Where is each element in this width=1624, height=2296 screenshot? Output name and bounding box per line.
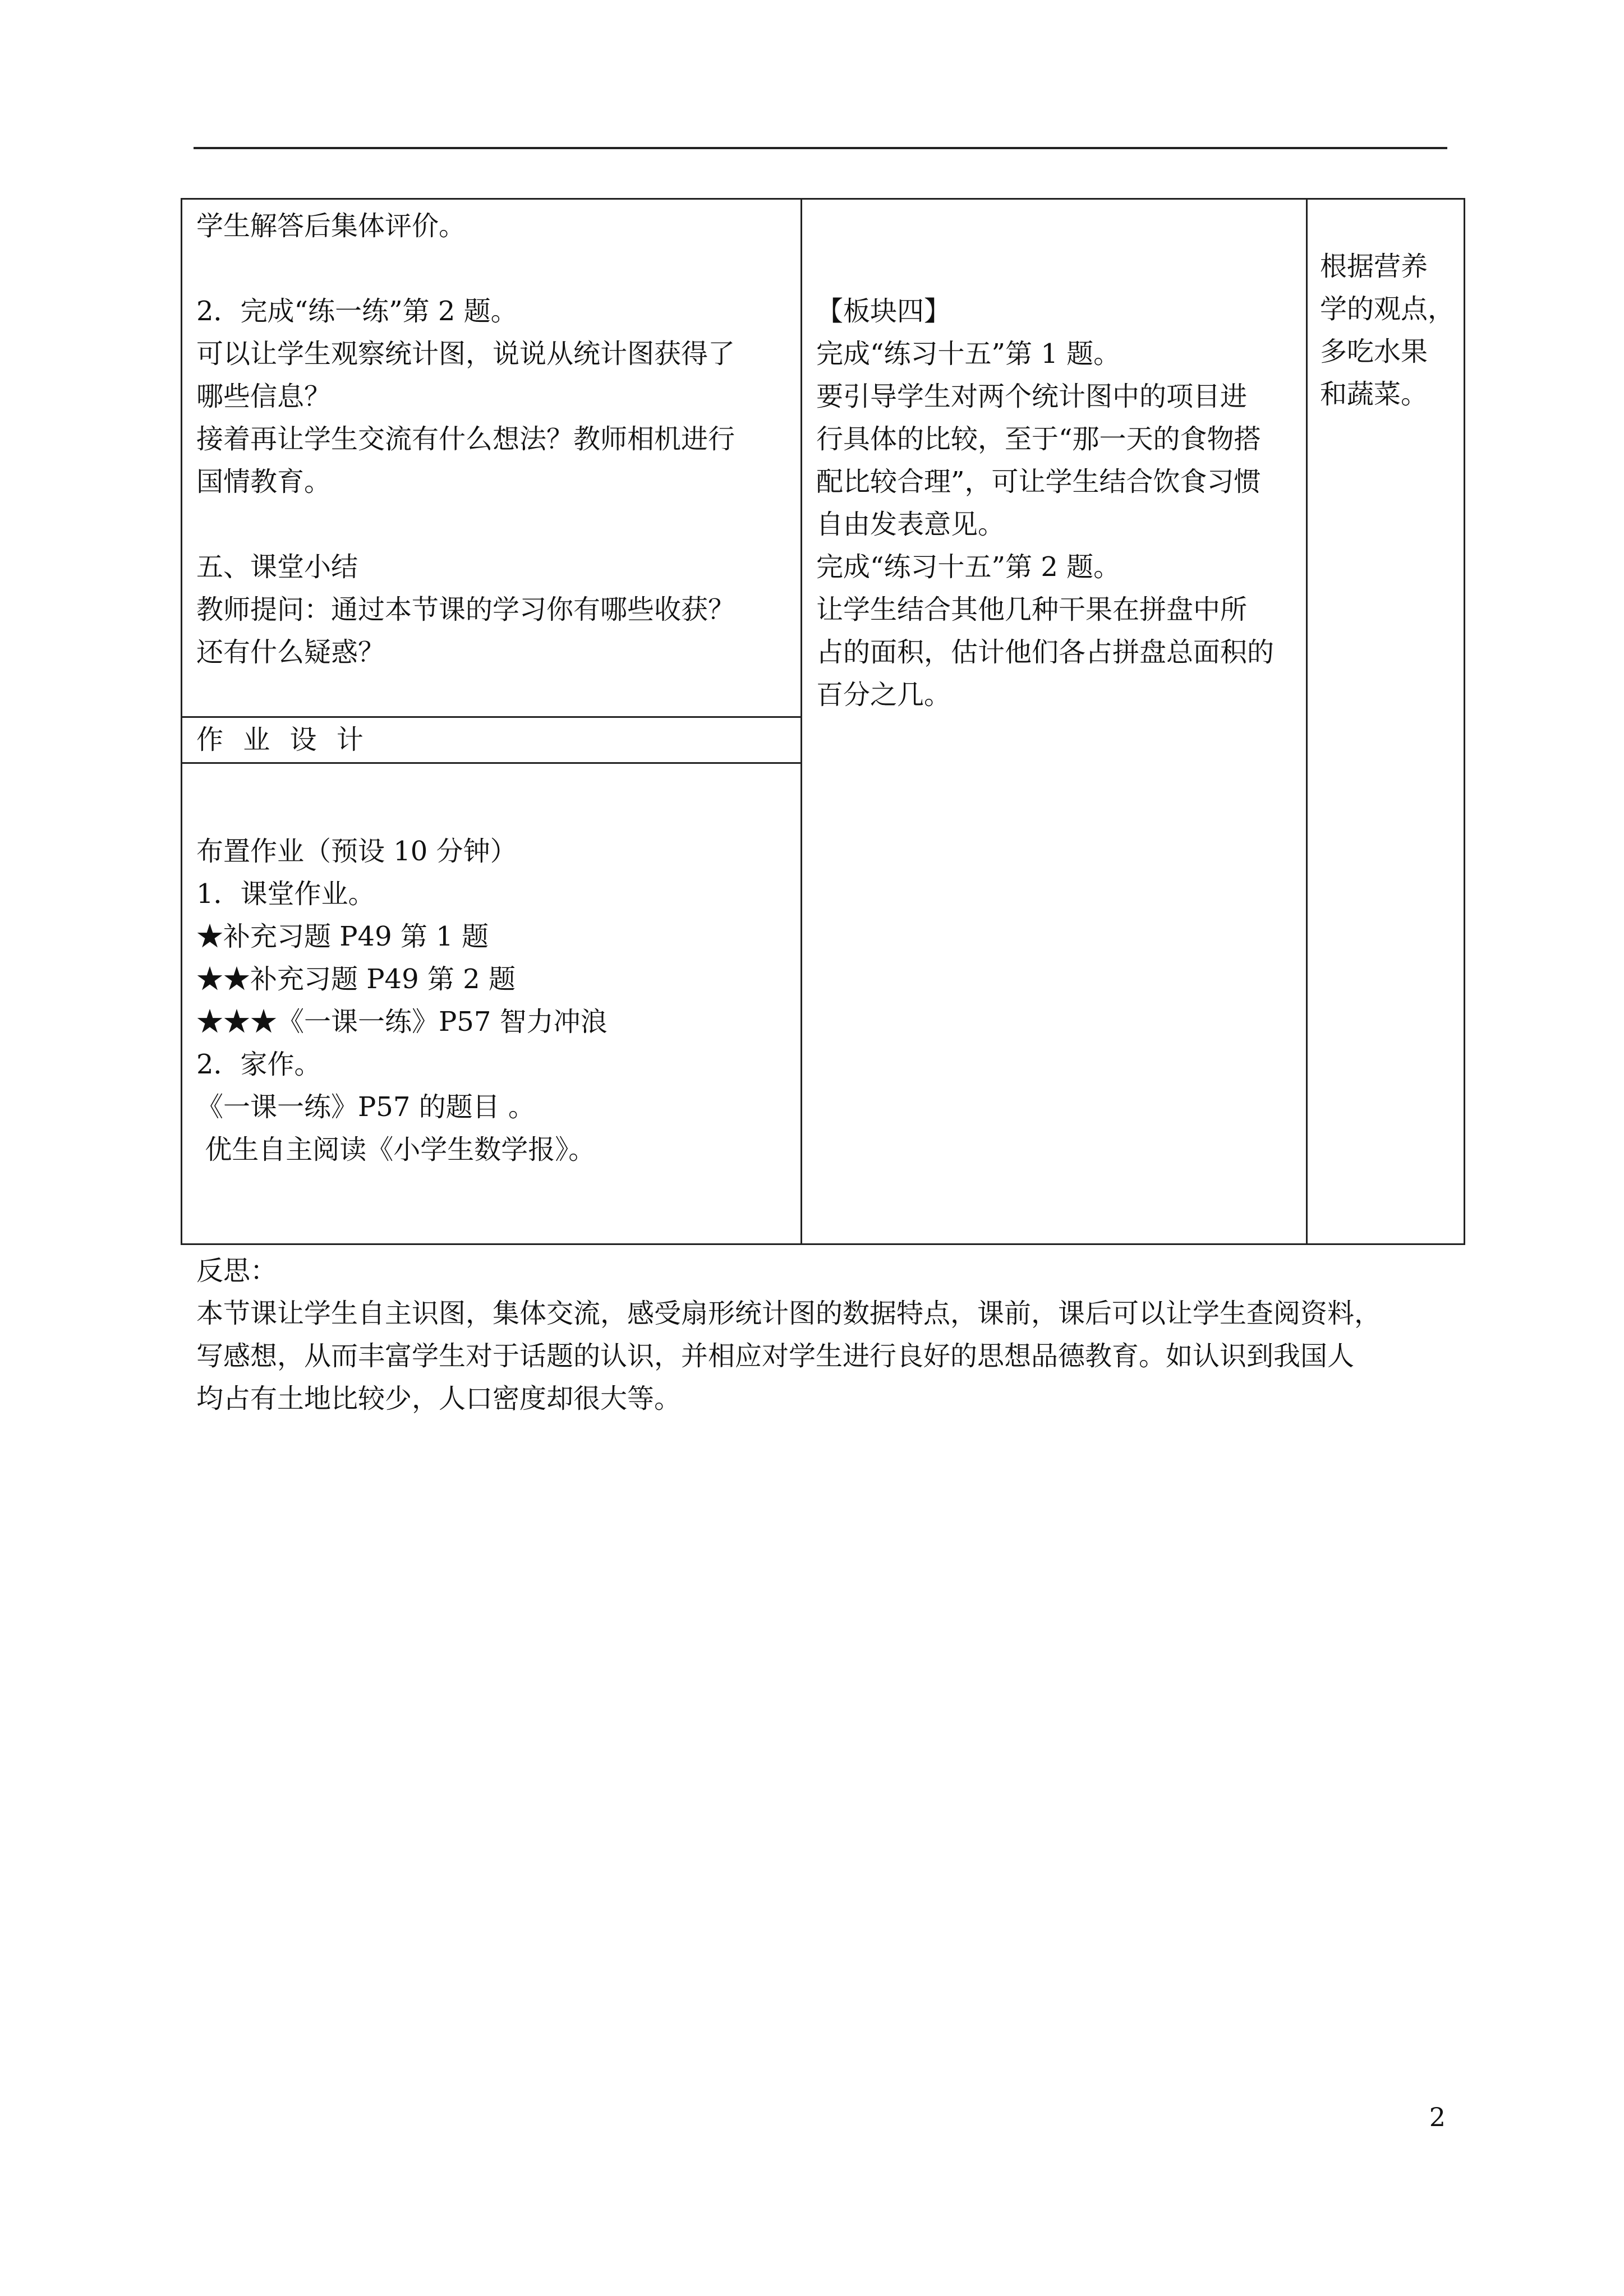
text-line: 完成“练习十五”第 1 题。	[816, 338, 1121, 370]
text-line: 完成“练习十五”第 2 题。	[816, 551, 1121, 583]
text-line: 学的观点，	[1320, 293, 1455, 325]
reflection-section	[196, 1250, 1381, 1420]
text-line: 2．家作。	[196, 1049, 321, 1080]
header-rule	[194, 147, 1447, 149]
text-line: ★补充习题 P49 第 1 题	[196, 921, 489, 952]
section-heading: 五、课堂小结	[196, 551, 358, 583]
text-line: 还有什么疑惑？	[196, 637, 385, 668]
blank-line	[196, 503, 735, 546]
section-heading: 【板块四】	[816, 296, 951, 327]
text-line: ★★★《一课一练》P57 智力冲浪	[196, 1006, 608, 1038]
text-line: 哪些信息？	[196, 381, 332, 412]
reflection-label: 反思：	[196, 1255, 278, 1287]
page-number: 2	[1429, 2102, 1446, 2132]
homework-header: 作 业 设 计	[196, 724, 369, 755]
blank-line	[196, 247, 735, 290]
text-line: 行具体的比较，至于“那一天的食物搭	[816, 423, 1261, 455]
text-line: 多吃水果	[1320, 336, 1428, 367]
text-line: 布置作业（预设 10 分钟）	[196, 836, 517, 867]
lesson-process-text	[196, 205, 735, 674]
text-line: ★★补充习题 P49 第 2 题	[196, 963, 516, 995]
teaching-notes-text	[816, 290, 1274, 716]
text-line: 《一课一练》P57 的题目 。	[196, 1091, 535, 1123]
text-line: 要引导学生对两个统计图中的项目进	[816, 381, 1248, 412]
text-line: 教师提问：通过本节课的学习你有哪些收获？	[196, 594, 735, 625]
text-line: 可以让学生观察统计图，说说从统计图获得了	[196, 338, 735, 370]
reflection-line: 均占有土地比较少，人口密度却很大等。	[196, 1383, 682, 1414]
text-line: 和蔬菜。	[1320, 379, 1428, 410]
text-line: 国情教育。	[196, 466, 332, 497]
text-line: 百分之几。	[816, 679, 951, 711]
reflection-line: 本节课让学生自主识图，集体交流，感受扇形统计图的数据特点，课前，课后可以让学生查阅资料，	[196, 1298, 1382, 1329]
text-line: 配比较合理”，可让学生结合饮食习惯	[816, 466, 1261, 497]
text-line: 自由发表意见。	[816, 509, 1005, 540]
text-line: 让学生结合其他几种干果在拼盘中所	[816, 594, 1248, 625]
text-line: 2．完成“练一练”第 2 题。	[196, 296, 518, 327]
reflection-line: 写感想，从而丰富学生对于话题的认识，并相应对学生进行良好的思想品德教育。如认识到我国人	[196, 1340, 1355, 1372]
text-line: 1．课堂作业。	[196, 878, 375, 910]
text-line: 优生自主阅读《小学生数学报》。	[196, 1134, 596, 1165]
remarks-text	[1320, 245, 1455, 416]
text-line: 接着再让学生交流有什么想法？教师相机进行	[196, 423, 735, 455]
text-line: 根据营养	[1320, 251, 1428, 282]
text-line: 学生解答后集体评价。	[196, 210, 466, 242]
text-line: 占的面积，估计他们各占拼盘总面积的	[816, 637, 1275, 668]
homework-text	[196, 830, 608, 1171]
